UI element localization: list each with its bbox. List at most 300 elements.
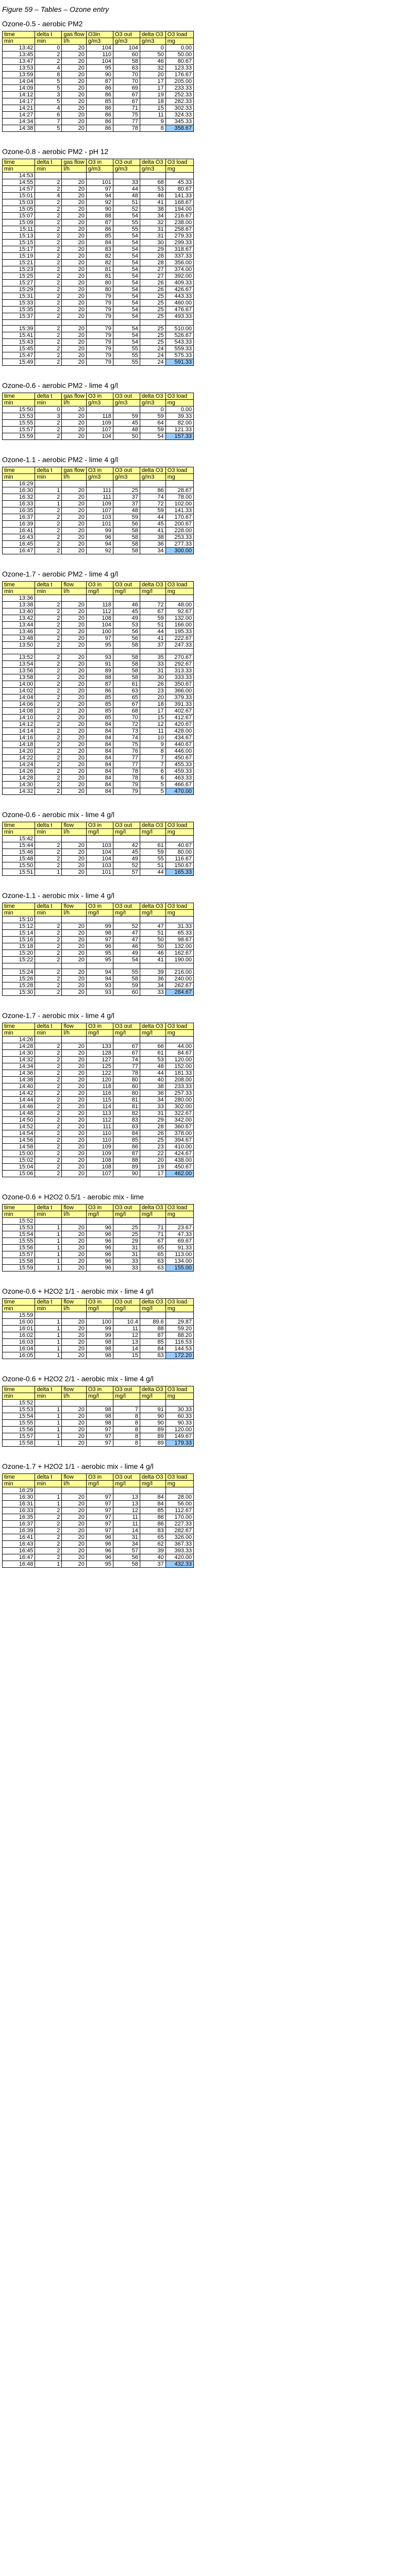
cell-o3-load: 367.33 bbox=[165, 1541, 193, 1548]
table-row bbox=[3, 1427, 194, 1433]
cell-o3-out: 63 bbox=[113, 65, 140, 72]
cell-o3-in: 82 bbox=[86, 253, 113, 260]
cell-o3-load: 322.67 bbox=[165, 1110, 193, 1117]
cell-o3-out: 58 bbox=[113, 976, 140, 982]
cell-o3-out: 61 bbox=[113, 681, 140, 688]
table-row bbox=[3, 1339, 194, 1346]
cell-o3-in: 86 bbox=[86, 105, 113, 112]
cell-flow: 20 bbox=[62, 701, 87, 708]
cell-time: 14:10 bbox=[3, 715, 35, 721]
cell-time: 16:43 bbox=[3, 534, 35, 541]
cell-delta-o3: 24 bbox=[140, 346, 165, 352]
cell-time: 16:29 bbox=[3, 481, 35, 487]
cell-o3-load: 113.00 bbox=[165, 1251, 193, 1258]
table-row bbox=[3, 1548, 194, 1554]
gap-cell bbox=[62, 320, 87, 326]
header-row-labels bbox=[3, 467, 194, 474]
col-unit-o3-load: mg bbox=[165, 1306, 193, 1312]
cell-time: 16:04 bbox=[3, 1346, 35, 1352]
cell-o3-load: 29.87 bbox=[165, 1319, 193, 1326]
cell-flow: 20 bbox=[62, 548, 87, 554]
table-row bbox=[3, 1494, 194, 1501]
col-unit-o3-in: g/m3 bbox=[86, 400, 113, 406]
cell-o3-in: 97 bbox=[86, 1440, 113, 1447]
cell-flow: 20 bbox=[62, 788, 87, 795]
cell-delta-t: 2 bbox=[35, 260, 62, 266]
cell-o3-out: 54 bbox=[113, 957, 140, 963]
cell-delta-t bbox=[35, 1487, 62, 1494]
cell-time: 15:30 bbox=[3, 989, 35, 996]
cell-o3-in: 91 bbox=[86, 661, 113, 668]
cell-o3-out: 12 bbox=[113, 1507, 140, 1514]
cell-delta-o3: 34 bbox=[140, 982, 165, 989]
cell-delta-t: 2 bbox=[35, 420, 62, 427]
cell-o3-out: 75 bbox=[113, 112, 140, 118]
table-row bbox=[3, 507, 194, 514]
col-unit-o3-out: mg/l bbox=[113, 1481, 140, 1487]
col-header-o3-load: O3 load bbox=[165, 1205, 193, 1211]
cell-o3-load: 252.33 bbox=[165, 92, 193, 98]
cell-o3-out: 79 bbox=[113, 782, 140, 788]
cell-time: 15:05 bbox=[3, 206, 35, 213]
cell-delta-o3: 59 bbox=[140, 615, 165, 622]
cell-delta-t: 2 bbox=[35, 856, 62, 862]
col-unit-o3-out: g/m3 bbox=[113, 474, 140, 481]
table-row bbox=[3, 240, 194, 246]
cell-time: 16:48 bbox=[3, 1561, 35, 1568]
cell-o3-load: 123.33 bbox=[165, 65, 193, 72]
table-row bbox=[3, 1238, 194, 1245]
cell-o3-out: 33 bbox=[113, 1258, 140, 1265]
cell-delta-o3: 25 bbox=[140, 332, 165, 339]
cell-o3-load: 44.00 bbox=[165, 1043, 193, 1050]
cell-delta-o3: 17 bbox=[140, 708, 165, 715]
cell-delta-t: 2 bbox=[35, 1171, 62, 1177]
cell-o3-load: 324.33 bbox=[165, 112, 193, 118]
cell-delta-t: 1 bbox=[35, 1406, 62, 1413]
col-unit-flow: l/h bbox=[62, 910, 87, 917]
table-row bbox=[3, 1440, 194, 1447]
cell-flow: 20 bbox=[62, 293, 87, 300]
cell-o3-load: 420.67 bbox=[165, 721, 193, 728]
col-header-flow: flow bbox=[62, 903, 87, 910]
cell-o3-load: 116.67 bbox=[165, 856, 193, 862]
cell-flow: 20 bbox=[62, 1097, 87, 1104]
cell-delta-t: 4 bbox=[35, 193, 62, 199]
cell-o3-load: 80.00 bbox=[165, 849, 193, 856]
table-row bbox=[3, 1521, 194, 1528]
col-unit-delta-o3: mg/l bbox=[140, 910, 165, 917]
table-row bbox=[3, 768, 194, 775]
cell-delta-t: 1 bbox=[35, 1332, 62, 1339]
cell-o3-out: 8 bbox=[113, 1427, 140, 1433]
cell-delta-t: 2 bbox=[35, 219, 62, 226]
table-row bbox=[3, 352, 194, 359]
cell-delta-t: 2 bbox=[35, 280, 62, 286]
cell-delta-o3: 9 bbox=[140, 741, 165, 748]
col-header-delta-o3: delta O3 bbox=[140, 1299, 165, 1306]
cell-flow: 20 bbox=[62, 1050, 87, 1057]
cell-delta-t: 2 bbox=[35, 1043, 62, 1050]
cell-delta-o3: 37 bbox=[140, 1561, 165, 1568]
cell-o3-out: 56 bbox=[113, 635, 140, 642]
table-row bbox=[3, 1037, 194, 1043]
cell-delta-o3: 34 bbox=[140, 213, 165, 219]
cell-flow: 20 bbox=[62, 286, 87, 293]
cell-o3-load: 195.33 bbox=[165, 629, 193, 635]
cell-delta-o3: 63 bbox=[140, 1265, 165, 1272]
table-row bbox=[3, 608, 194, 615]
table-row bbox=[3, 266, 194, 273]
table-row bbox=[3, 1171, 194, 1177]
cell-o3-out: 55 bbox=[113, 969, 140, 976]
cell-o3-out: 58 bbox=[113, 528, 140, 534]
gap-cell bbox=[140, 649, 165, 654]
col-header-o3-out: O3 out bbox=[113, 467, 140, 474]
cell-time: 13:38 bbox=[3, 602, 35, 608]
cell-o3-in: 104 bbox=[86, 433, 113, 440]
col-header-delta-o3: delta O3 bbox=[140, 903, 165, 910]
col-unit-delta-t: min bbox=[35, 910, 62, 917]
cell-time: 15:57 bbox=[3, 427, 35, 433]
cell-o3-out: 54 bbox=[113, 260, 140, 266]
cell-o3-out: 74 bbox=[113, 1057, 140, 1063]
cell-o3-out: 45 bbox=[113, 420, 140, 427]
col-header-o3-out: O3 out bbox=[113, 903, 140, 910]
table-row bbox=[3, 642, 194, 649]
cell-o3-in: 122 bbox=[86, 1070, 113, 1077]
cell-o3-load: 88.20 bbox=[165, 1332, 193, 1339]
cell-o3-in: 90 bbox=[86, 206, 113, 213]
cell-o3-out: 37 bbox=[113, 494, 140, 501]
cell-delta-t: 2 bbox=[35, 521, 62, 528]
col-header-flow: flow bbox=[62, 1386, 87, 1393]
col-unit-flow: l/h bbox=[62, 588, 87, 595]
cell-o3-out: 65 bbox=[113, 694, 140, 701]
section-title: Ozone-1.1 - aerobic mix - lime 4 g/l bbox=[2, 891, 114, 900]
cell-delta-t: 2 bbox=[35, 635, 62, 642]
cell-o3-in: 84 bbox=[86, 728, 113, 735]
cell-flow: 20 bbox=[62, 1251, 87, 1258]
col-unit-o3-load: mg bbox=[165, 1211, 193, 1218]
cell-o3-load: 132.00 bbox=[165, 943, 193, 950]
cell-o3-out: 67 bbox=[113, 92, 140, 98]
gap-cell bbox=[62, 963, 87, 969]
cell-delta-o3: 24 bbox=[140, 359, 165, 366]
cell-o3-load: 150.67 bbox=[165, 862, 193, 869]
cell-flow: 20 bbox=[62, 708, 87, 715]
cell-delta-o3: 67 bbox=[140, 608, 165, 615]
col-header-o3-in: O3 in bbox=[86, 467, 113, 474]
cell-o3-in: 85 bbox=[86, 98, 113, 105]
cell-o3-in: 111 bbox=[86, 494, 113, 501]
cell-o3-out bbox=[113, 1487, 140, 1494]
cell-delta-t: 2 bbox=[35, 701, 62, 708]
cell-time: 14:32 bbox=[3, 788, 35, 795]
cell-o3-out: 8 bbox=[113, 1413, 140, 1420]
cell-flow: 20 bbox=[62, 58, 87, 65]
cell-flow: 20 bbox=[62, 413, 87, 420]
cell-flow: 20 bbox=[62, 957, 87, 963]
col-header-delta-t: delta t bbox=[35, 582, 62, 588]
cell-o3-load: 345.33 bbox=[165, 118, 193, 125]
cell-delta-t: 2 bbox=[35, 52, 62, 58]
cell-o3-in: 84 bbox=[86, 768, 113, 775]
cell-o3-in: 113 bbox=[86, 1110, 113, 1117]
cell-o3-out: 14 bbox=[113, 1528, 140, 1534]
col-unit-o3-load: mg bbox=[165, 910, 193, 917]
col-header-time: time bbox=[3, 1205, 35, 1211]
cell-o3-in: 103 bbox=[86, 514, 113, 521]
cell-delta-t: 0 bbox=[35, 406, 62, 413]
cell-time: 13:47 bbox=[3, 58, 35, 65]
cell-flow: 20 bbox=[62, 179, 87, 186]
cell-o3-out: 60 bbox=[113, 52, 140, 58]
cell-delta-o3: 25 bbox=[140, 1137, 165, 1144]
cell-o3-in: 103 bbox=[86, 842, 113, 849]
col-header-o3-in: O3 in bbox=[86, 1023, 113, 1030]
cell-delta-o3: 90 bbox=[140, 1420, 165, 1427]
cell-o3-load-total: 157.33 bbox=[165, 433, 193, 440]
cell-delta-t: 2 bbox=[35, 213, 62, 219]
cell-o3-out: 83 bbox=[113, 1117, 140, 1124]
cell-delta-t: 1 bbox=[35, 1501, 62, 1507]
cell-delta-t: 4 bbox=[35, 105, 62, 112]
cell-o3-load: 378.00 bbox=[165, 1130, 193, 1137]
header-row-labels bbox=[3, 393, 194, 400]
cell-time: 15:21 bbox=[3, 260, 35, 266]
cell-delta-t: 7 bbox=[35, 118, 62, 125]
cell-flow: 20 bbox=[62, 768, 87, 775]
cell-delta-o3: 59 bbox=[140, 427, 165, 433]
cell-delta-t: 2 bbox=[35, 1110, 62, 1117]
cell-flow: 20 bbox=[62, 976, 87, 982]
cell-flow bbox=[62, 1400, 87, 1406]
cell-flow: 20 bbox=[62, 668, 87, 674]
section-title: Ozone-0.6 - aerobic mix - lime 4 g/l bbox=[2, 810, 114, 819]
cell-o3-out: 13 bbox=[113, 1501, 140, 1507]
table-row bbox=[3, 1534, 194, 1541]
cell-flow: 20 bbox=[62, 1346, 87, 1352]
cell-o3-out: 57 bbox=[113, 1548, 140, 1554]
cell-delta-o3: 39 bbox=[140, 1548, 165, 1554]
table-section-1 bbox=[0, 20, 414, 132]
cell-o3-load: 82.00 bbox=[165, 420, 193, 427]
cell-o3-in: 85 bbox=[86, 694, 113, 701]
cell-o3-out: 8 bbox=[113, 1440, 140, 1447]
cell-o3-out bbox=[113, 1037, 140, 1043]
cell-o3-load: 318.67 bbox=[165, 246, 193, 253]
col-header-o3-in: O3 in bbox=[86, 1386, 113, 1393]
cell-o3-load: 80.67 bbox=[165, 58, 193, 65]
cell-time: 15:49 bbox=[3, 359, 35, 366]
cell-o3-in: 97 bbox=[86, 1427, 113, 1433]
cell-flow: 20 bbox=[62, 52, 87, 58]
cell-flow: 20 bbox=[62, 186, 87, 193]
table-row bbox=[3, 635, 194, 642]
section-title: Ozone-0.6 + H2O2 1/1 - aerobic mix - lime 4 g/l bbox=[2, 1287, 154, 1295]
table-row bbox=[3, 346, 194, 352]
cell-o3-in: 114 bbox=[86, 1104, 113, 1110]
cell-o3-out: 37 bbox=[113, 501, 140, 507]
cell-delta-t: 0 bbox=[35, 45, 62, 52]
table-row bbox=[3, 98, 194, 105]
cell-time: 14:26 bbox=[3, 768, 35, 775]
table-row bbox=[3, 313, 194, 320]
cell-flow: 20 bbox=[62, 112, 87, 118]
col-unit-delta-t: min bbox=[35, 1393, 62, 1400]
cell-o3-load: 434.67 bbox=[165, 735, 193, 741]
cell-delta-o3: 38 bbox=[140, 206, 165, 213]
cell-o3-out: 63 bbox=[113, 688, 140, 694]
table-row bbox=[3, 226, 194, 233]
cell-o3-out: 29 bbox=[113, 1238, 140, 1245]
cell-delta-t: 2 bbox=[35, 728, 62, 735]
cell-o3-load: 80.67 bbox=[165, 186, 193, 193]
cell-delta-o3: 18 bbox=[140, 701, 165, 708]
cell-o3-in: 84 bbox=[86, 761, 113, 768]
cell-o3-out: 11 bbox=[113, 1514, 140, 1521]
cell-o3-in: 90 bbox=[86, 72, 113, 78]
cell-flow: 20 bbox=[62, 1501, 87, 1507]
table-row bbox=[3, 487, 194, 494]
cell-delta-t: 2 bbox=[35, 937, 62, 943]
cell-time: 15:19 bbox=[3, 253, 35, 260]
cell-delta-t: 3 bbox=[35, 413, 62, 420]
cell-o3-in: 88 bbox=[86, 674, 113, 681]
cell-time: 13:54 bbox=[3, 661, 35, 668]
cell-delta-o3: 51 bbox=[140, 862, 165, 869]
cell-flow: 20 bbox=[62, 849, 87, 856]
table-row bbox=[3, 989, 194, 996]
cell-delta-t: 1 bbox=[35, 1339, 62, 1346]
cell-flow: 20 bbox=[62, 213, 87, 219]
cell-o3-out: 52 bbox=[113, 923, 140, 930]
cell-delta-o3 bbox=[140, 1312, 165, 1319]
cell-flow: 20 bbox=[62, 755, 87, 761]
header-row-units bbox=[3, 588, 194, 595]
col-unit-delta-t: min bbox=[35, 400, 62, 406]
cell-delta-t: 2 bbox=[35, 300, 62, 307]
col-unit-delta-o3: mg/l bbox=[140, 829, 165, 836]
cell-o3-load: 440.67 bbox=[165, 741, 193, 748]
cell-o3-in: 97 bbox=[86, 937, 113, 943]
col-header-delta-t: delta t bbox=[35, 1474, 62, 1481]
cell-o3-out: 54 bbox=[113, 240, 140, 246]
cell-o3-out: 75 bbox=[113, 741, 140, 748]
cell-time: 14:40 bbox=[3, 1083, 35, 1090]
cell-o3-out: 49 bbox=[113, 856, 140, 862]
table-row bbox=[3, 862, 194, 869]
cell-delta-t: 5 bbox=[35, 98, 62, 105]
col-unit-delta-t: min bbox=[35, 474, 62, 481]
col-unit-o3-out: mg/l bbox=[113, 829, 140, 836]
col-header-flow: gas flow bbox=[62, 467, 87, 474]
table-row bbox=[3, 307, 194, 313]
cell-time: 15:20 bbox=[3, 950, 35, 957]
cell-o3-load: 48.00 bbox=[165, 602, 193, 608]
table-row bbox=[3, 930, 194, 937]
table-row bbox=[3, 118, 194, 125]
col-header-delta-o3: delta O3 bbox=[140, 31, 165, 38]
cell-o3-load: 0.00 bbox=[165, 406, 193, 413]
cell-time: 14:27 bbox=[3, 112, 35, 118]
cell-time: 15:16 bbox=[3, 937, 35, 943]
table-row bbox=[3, 1050, 194, 1057]
cell-delta-t: 2 bbox=[35, 1521, 62, 1528]
header-row-units bbox=[3, 474, 194, 481]
cell-o3-load bbox=[165, 917, 193, 923]
cell-o3-load: 28.00 bbox=[165, 1494, 193, 1501]
cell-delta-o3: 22 bbox=[140, 1150, 165, 1157]
gap-cell bbox=[35, 963, 62, 969]
cell-o3-load: 56.00 bbox=[165, 1501, 193, 1507]
col-header-o3-out: O3 out bbox=[113, 1386, 140, 1393]
col-unit-flow: l/h bbox=[62, 400, 87, 406]
cell-delta-t: 1 bbox=[35, 1319, 62, 1326]
col-header-o3-out: O3 out bbox=[113, 1474, 140, 1481]
cell-o3-load: 299.33 bbox=[165, 240, 193, 246]
cell-time: 15:56 bbox=[3, 1245, 35, 1251]
cell-flow: 20 bbox=[62, 615, 87, 622]
cell-o3-load: 279.33 bbox=[165, 233, 193, 240]
cell-flow: 20 bbox=[62, 45, 87, 52]
cell-time: 15:15 bbox=[3, 240, 35, 246]
cell-o3-in: 128 bbox=[86, 1050, 113, 1057]
cell-time: 14:34 bbox=[3, 1063, 35, 1070]
cell-o3-load: 374.00 bbox=[165, 266, 193, 273]
cell-delta-o3: 20 bbox=[140, 694, 165, 701]
cell-o3-load bbox=[165, 1400, 193, 1406]
cell-delta-o3: 25 bbox=[140, 313, 165, 320]
cell-o3-out: 54 bbox=[113, 339, 140, 346]
cell-delta-t: 2 bbox=[35, 541, 62, 548]
cell-o3-in: 104 bbox=[86, 45, 113, 52]
cell-o3-out: 54 bbox=[113, 307, 140, 313]
cell-o3-in bbox=[86, 1218, 113, 1225]
cell-o3-load: 30.33 bbox=[165, 1406, 193, 1413]
cell-delta-o3: 32 bbox=[140, 219, 165, 226]
cell-o3-out: 31 bbox=[113, 1245, 140, 1251]
cell-time: 15:54 bbox=[3, 1231, 35, 1238]
cell-flow: 20 bbox=[62, 1164, 87, 1171]
cell-delta-o3: 17 bbox=[140, 85, 165, 92]
cell-delta-o3: 27 bbox=[140, 273, 165, 280]
cell-flow: 20 bbox=[62, 1326, 87, 1332]
cell-o3-out: 76 bbox=[113, 748, 140, 755]
header-row-labels bbox=[3, 159, 194, 166]
col-unit-o3-out: mg/l bbox=[113, 1393, 140, 1400]
cell-o3-in: 83 bbox=[86, 246, 113, 253]
cell-delta-t: 2 bbox=[35, 199, 62, 206]
cell-delta-t: 2 bbox=[35, 427, 62, 433]
cell-o3-in: 110 bbox=[86, 1130, 113, 1137]
cell-o3-out: 78 bbox=[113, 1070, 140, 1077]
cell-o3-in: 96 bbox=[86, 1258, 113, 1265]
col-unit-o3-in: g/m3 bbox=[86, 38, 113, 45]
col-header-delta-o3: delta O3 bbox=[140, 1023, 165, 1030]
cell-o3-load: 282.33 bbox=[165, 98, 193, 105]
cell-time: 14:16 bbox=[3, 735, 35, 741]
cell-flow: 20 bbox=[62, 193, 87, 199]
col-header-delta-o3: delta O3 bbox=[140, 582, 165, 588]
cell-delta-t: 2 bbox=[35, 688, 62, 694]
table-row bbox=[3, 836, 194, 842]
table-row bbox=[3, 253, 194, 260]
cell-o3-out: 47 bbox=[113, 937, 140, 943]
cell-o3-in: 98 bbox=[86, 1339, 113, 1346]
cell-delta-o3: 25 bbox=[140, 307, 165, 313]
